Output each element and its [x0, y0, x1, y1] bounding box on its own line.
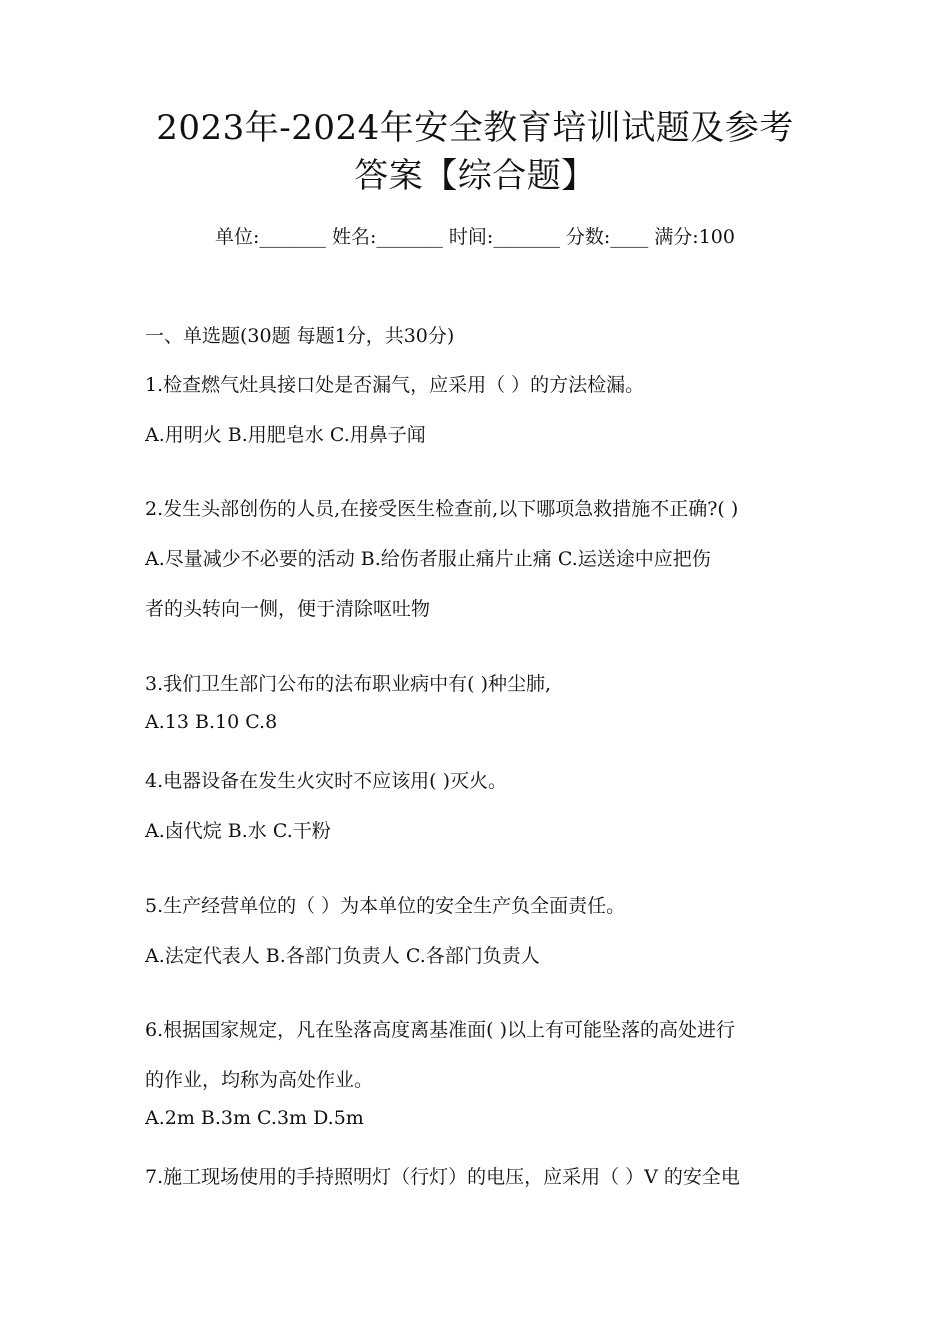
question-2-options-line2: 者的头转向一侧，便于清除呕吐物: [145, 598, 431, 620]
document-title-line2: 答案【综合题】: [354, 156, 596, 196]
question-1-options: A.用明火 B.用肥皂水 C.用鼻子闻: [145, 424, 426, 446]
question-5-stem: 5.生产经营单位的（ ）为本单位的安全生产负全面责任。: [145, 895, 626, 917]
question-7-stem: 7.施工现场使用的手持照明灯（行灯）的电压，应采用（ ）V 的安全电: [145, 1166, 740, 1188]
question-3-stem: 3.我们卫生部门公布的法布职业病中有( )种尘肺,: [145, 673, 552, 695]
document-title-line1: 2023年-2024年安全教育培训试题及参考: [156, 108, 794, 148]
question-1-stem: 1.检查燃气灶具接口处是否漏气，应采用（ ）的方法检漏。: [145, 374, 645, 396]
exam-info-line: 单位:_______ 姓名:_______ 时间:_______ 分数:____ 满分:100: [215, 226, 735, 248]
question-6-options: A.2m B.3m C.3m D.5m: [145, 1107, 364, 1129]
question-2-options-line1: A.尽量减少不必要的活动 B.给伤者服止痛片止痛 C.运送途中应把伤: [145, 548, 711, 570]
question-3-options: A.13 B.10 C.8: [145, 711, 278, 733]
question-2-stem: 2.发生头部创伤的人员,在接受医生检查前,以下哪项急救措施不正确?( ): [145, 498, 739, 520]
question-4-options: A.卤代烷 B.水 C.干粉: [145, 820, 331, 842]
question-5-options: A.法定代表人 B.各部门负责人 C.各部门负责人: [145, 945, 540, 967]
question-6-stem-line1: 6.根据国家规定，凡在坠落高度离基准面( )以上有可能坠落的高处进行: [145, 1019, 735, 1041]
question-4-stem: 4.电器设备在发生火灾时不应该用( )灭火。: [145, 770, 507, 792]
section-heading: 一、单选题(30题 每题1分，共30分): [145, 325, 455, 347]
question-6-stem-line2: 的作业，均称为高处作业。: [145, 1069, 374, 1091]
